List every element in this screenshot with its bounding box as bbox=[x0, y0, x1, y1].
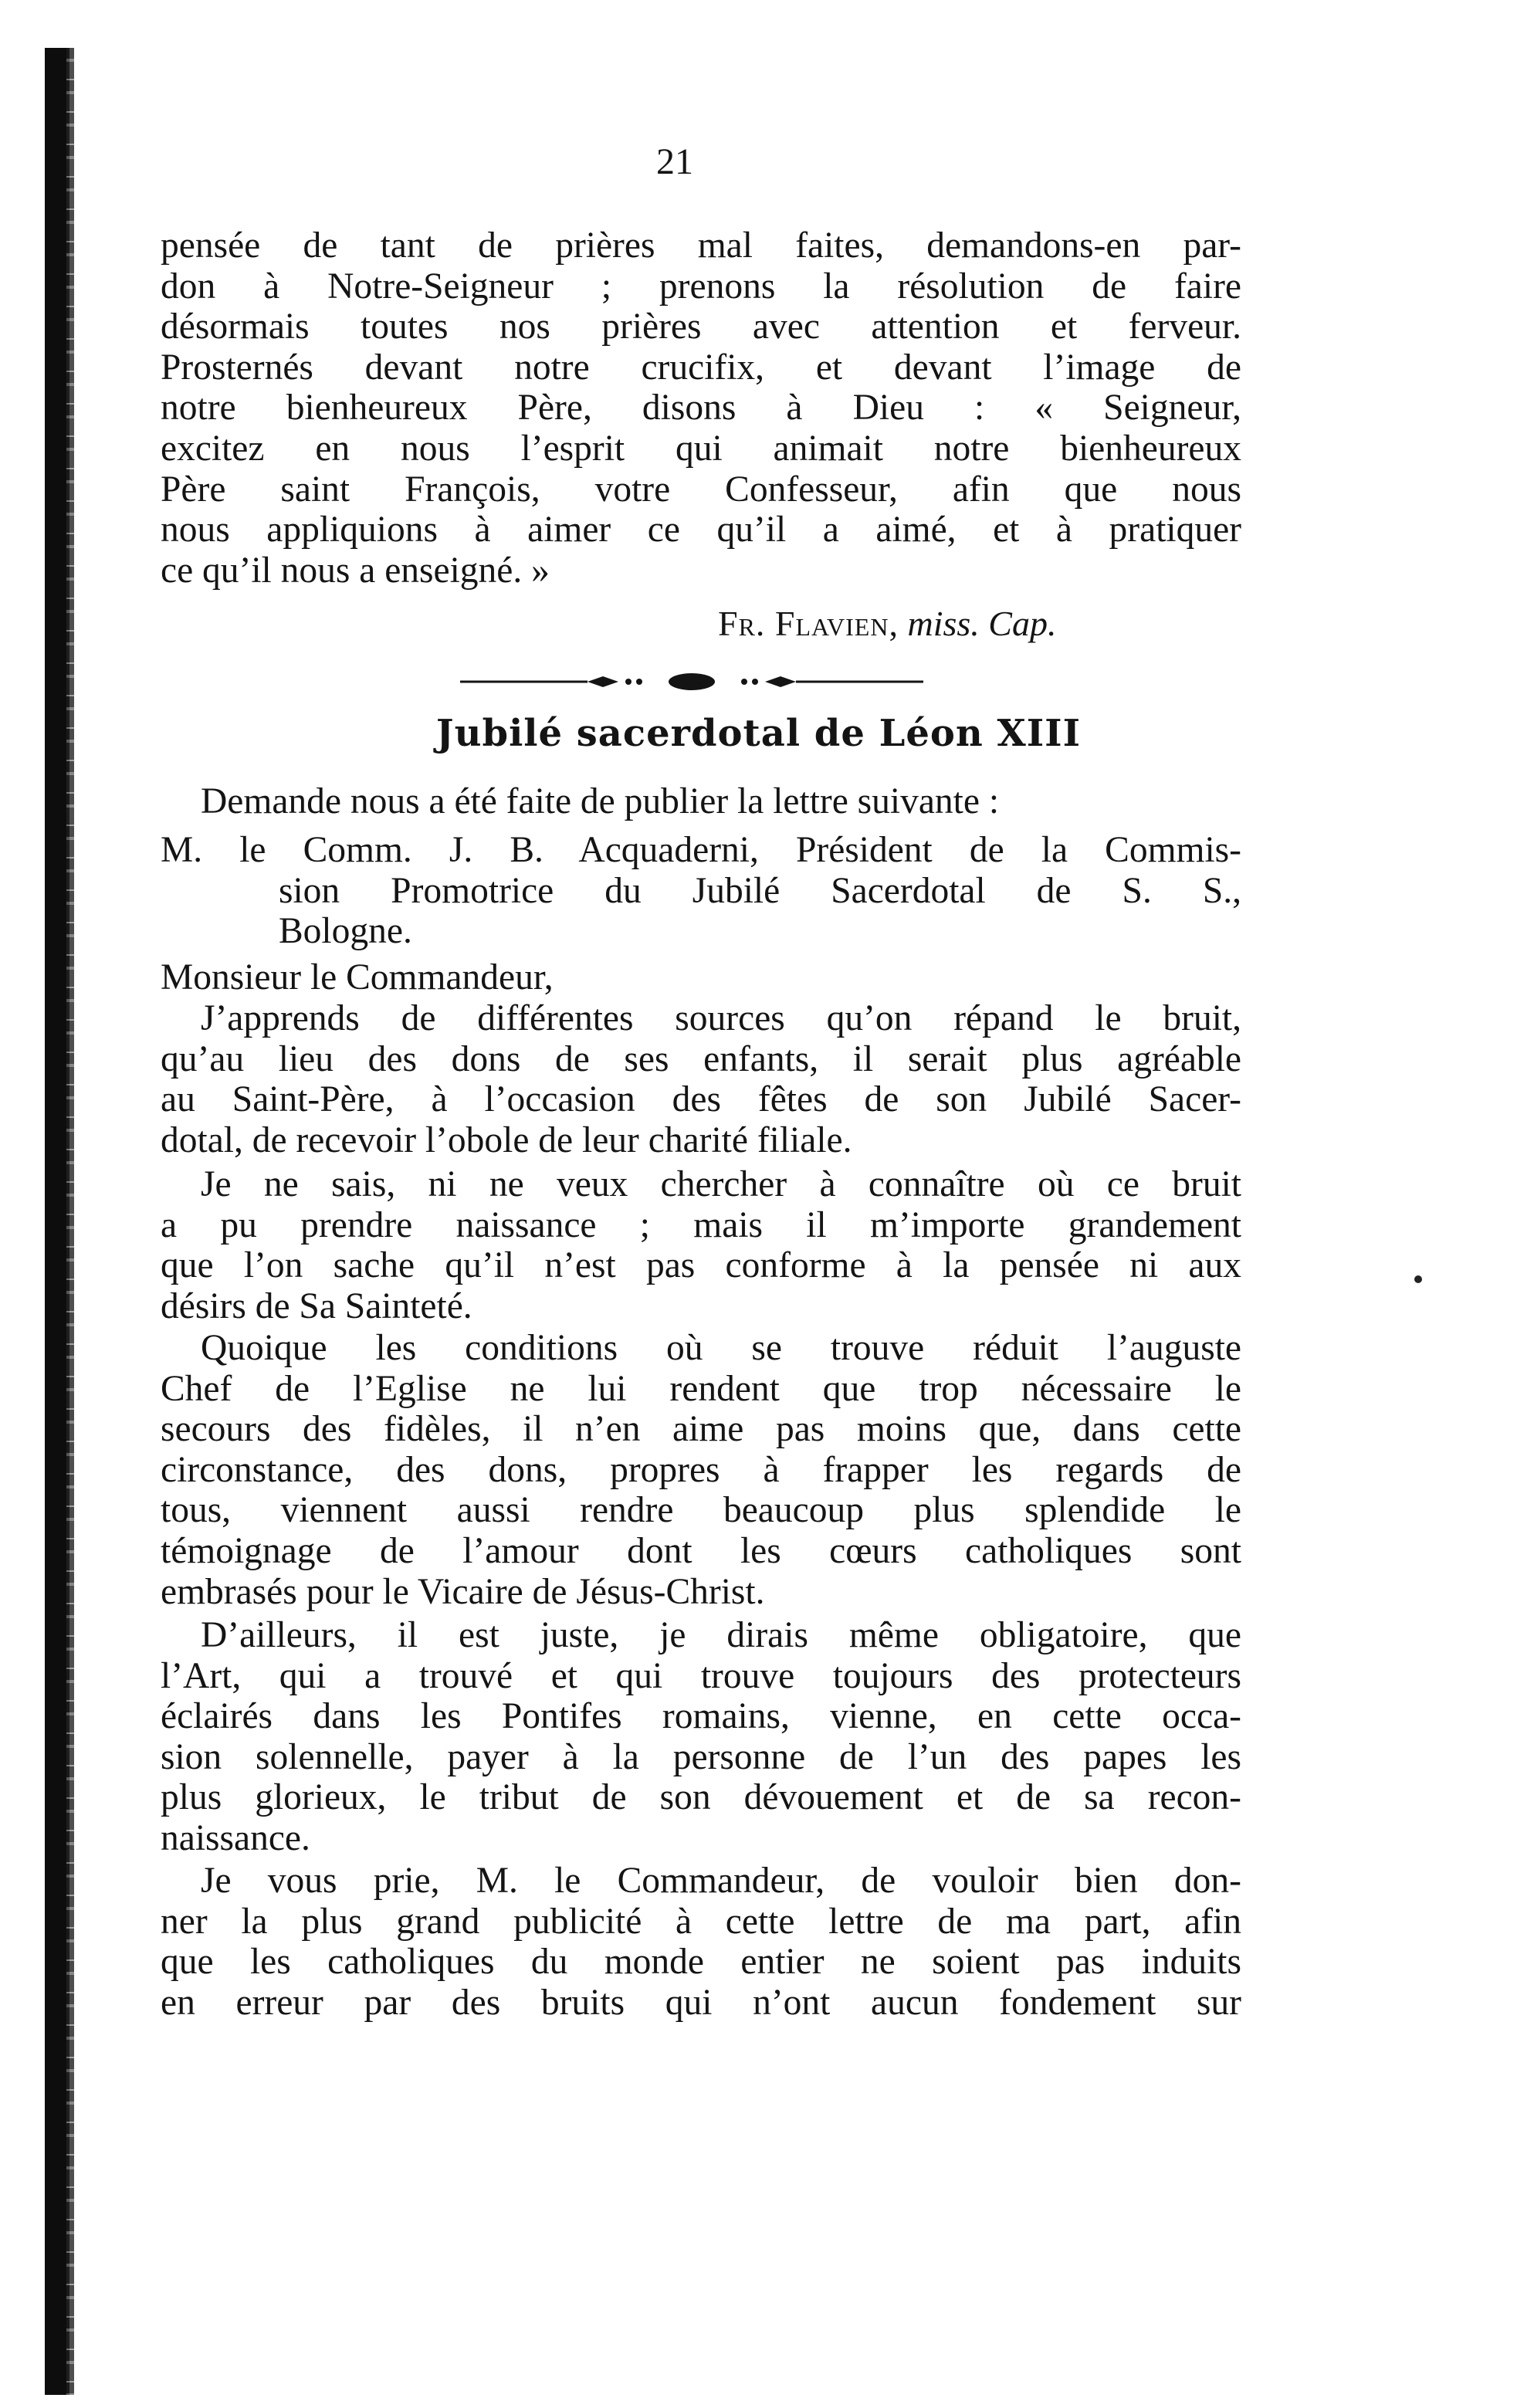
text-line: éclairés dans les Pontifes romains, vienne, en cette occa- bbox=[161, 1696, 1241, 1737]
letter-paragraph bbox=[161, 1164, 1241, 1326]
text-line: en erreur par des bruits qui n’ont aucun fondement sur bbox=[161, 1982, 1241, 2023]
signature-name: Fr. Flavien, bbox=[718, 604, 899, 643]
binding-edge bbox=[45, 48, 69, 2395]
text-line: ner la plus grand publicité à cette lettre de ma part, afin bbox=[161, 1901, 1241, 1942]
signature-role: miss. Cap. bbox=[907, 604, 1057, 643]
salutation bbox=[161, 957, 1241, 998]
text-line: secours des fidèles, il n’en aime pas moins que, dans cette bbox=[161, 1409, 1241, 1450]
text-line: tous, viennent aussi rendre beaucoup plus splendide le bbox=[161, 1490, 1241, 1531]
text-line: D’ailleurs, il est juste, je dirais même obligatoire, que bbox=[201, 1615, 1241, 1655]
text-line: Demande nous a été faite de publier la lettre suivante : bbox=[201, 781, 1000, 821]
text-line: Monsieur le Commandeur, bbox=[161, 957, 554, 997]
page-number: 21 bbox=[656, 141, 693, 182]
text-line: que l’on sache qu’il n’est pas conforme à la pensée ni aux bbox=[161, 1245, 1241, 1286]
text-line: témoignage de l’amour dont les cœurs catholiques sont bbox=[161, 1530, 1241, 1571]
text-line: notre bienheureux Père, disons à Dieu : « Seigneur, bbox=[161, 388, 1241, 428]
text-line: Prosternés devant notre crucifix, et devant l’image de bbox=[161, 347, 1241, 388]
section-intro bbox=[161, 781, 1241, 822]
text-line: Chef de l’Eglise ne lui rendent que trop nécessaire le bbox=[161, 1368, 1241, 1409]
text-line: que les catholiques du monde entier ne soient pas induits bbox=[161, 1942, 1241, 1983]
text-line: Bologne. bbox=[279, 911, 412, 952]
intro-paragraph bbox=[161, 225, 1241, 591]
text-line: désormais toutes nos prières avec attention et ferveur. bbox=[161, 307, 1241, 347]
letter-paragraph bbox=[161, 1328, 1241, 1612]
text-line: J’apprends de différentes sources qu’on répand le bruit, bbox=[201, 998, 1241, 1038]
text-line: sion Promotrice du Jubilé Sacerdotal de S. S., bbox=[279, 870, 1241, 911]
ink-speck bbox=[1414, 1275, 1422, 1283]
text-line: nous appliquions à aimer ce qu’il a aimé, et à pratiquer bbox=[161, 510, 1241, 550]
text-line: dotal, de recevoir l’obole de leur charité filiale. bbox=[161, 1119, 852, 1160]
text-line: l’Art, qui a trouvé et qui trouve toujours des protecteurs bbox=[161, 1655, 1241, 1696]
text-line: naissance. bbox=[161, 1817, 310, 1858]
text-line: sion solennelle, payer à la personne de l’un des papes les bbox=[161, 1736, 1241, 1777]
text-line: désirs de Sa Sainteté. bbox=[161, 1285, 472, 1326]
text-line: au Saint-Père, à l’occasion des fêtes de son Jubilé Sacer- bbox=[161, 1079, 1241, 1120]
letter-paragraph bbox=[161, 1615, 1241, 1859]
text-line: plus glorieux, le tribut de son dévouement et de sa recon- bbox=[161, 1777, 1241, 1818]
text-line: a pu prendre naissance ; mais il m’importe grandement bbox=[161, 1204, 1241, 1245]
text-line: excitez en nous l’esprit qui animait notre bienheureux bbox=[161, 428, 1241, 469]
address-block bbox=[161, 830, 1241, 952]
letter-paragraph bbox=[161, 998, 1241, 1160]
text-line: Je vous prie, M. le Commandeur, de vouloir bien don- bbox=[201, 1861, 1241, 1901]
signature bbox=[718, 602, 1056, 645]
text-line: circonstance, des dons, propres à frapper les regards de bbox=[161, 1449, 1241, 1490]
text-line: don à Notre-Seigneur ; prenons la résolution de faire bbox=[161, 266, 1241, 307]
letter-paragraph bbox=[161, 1861, 1241, 2023]
text-line: embrasés pour le Vicaire de Jésus-Christ. bbox=[161, 1571, 765, 1612]
text-line: qu’au lieu des dons de ses enfants, il serait plus agréable bbox=[161, 1038, 1241, 1079]
text-line: Père saint François, votre Confesseur, afin que nous bbox=[161, 469, 1241, 510]
text-line: pensée de tant de prières mal faites, demandons-en par- bbox=[161, 225, 1241, 266]
text-line: Je ne sais, ni ne veux chercher à connaître où ce bruit bbox=[201, 1164, 1241, 1204]
section-title: Jubilé sacerdotal de Léon XIII bbox=[435, 712, 1082, 755]
text-line: Quoique les conditions où se trouve réduit l’auguste bbox=[201, 1328, 1241, 1368]
text-line: ce qu’il nous a enseigné. » bbox=[161, 550, 550, 591]
ornamental-divider bbox=[460, 670, 923, 693]
text-line: M. le Comm. J. B. Acquaderni, Président de la Commis- bbox=[161, 830, 1241, 870]
